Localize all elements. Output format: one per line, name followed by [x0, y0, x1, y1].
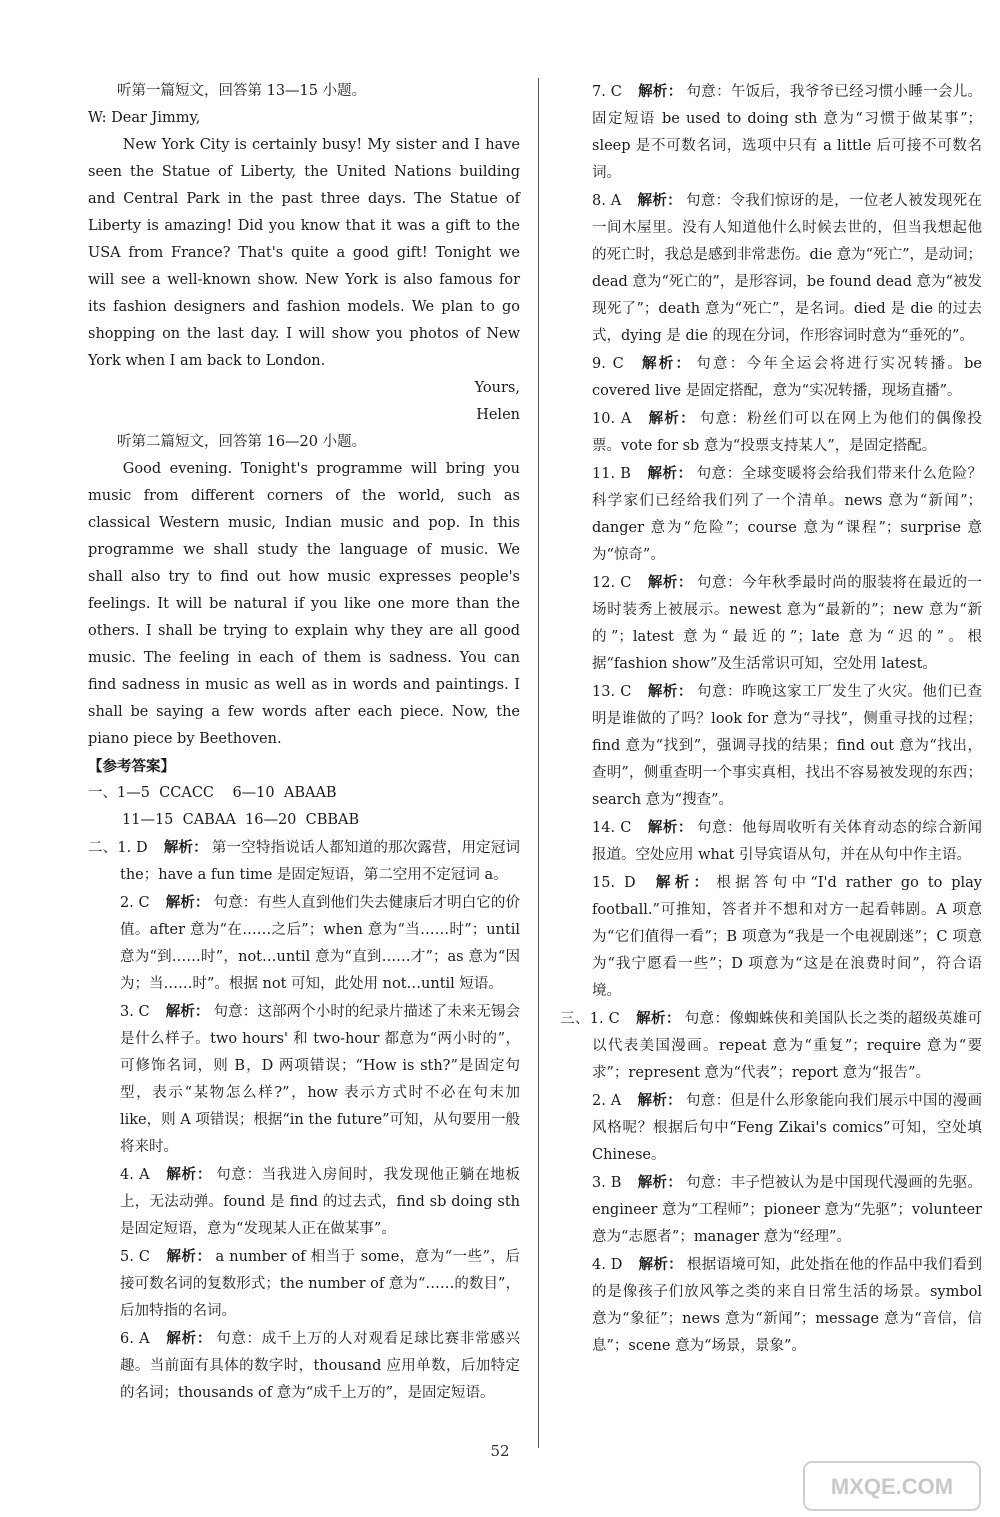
answer-number: 6. A: [120, 1331, 150, 1347]
analysis-tag: 解析：: [635, 1010, 681, 1027]
analysis-tag: 解析：: [639, 355, 693, 372]
answer-item-lead: [560, 1257, 622, 1273]
answer-item: [88, 889, 520, 998]
analysis-text: 句意：成千上万的人对观看足球比赛非常感兴趣。当前面有具体的数字时，thousand 应用单数，后加特定的名词；thousands of 意为“成千上万的”，是固定短语。: [120, 1331, 521, 1401]
answer-number: 4. A: [120, 1167, 150, 1183]
analysis-tag: 解析：: [637, 1174, 683, 1191]
answer-number: 1. C: [589, 1011, 620, 1027]
analysis-tag: 解析：: [638, 1256, 683, 1273]
section-2-answers: [88, 834, 520, 1407]
analysis-text: 句意：丰子恺被认为是中国现代漫画的先驱。engineer 意为“工程师”；pioneer 意为“先驱”；volunteer 意为“志愿者”；manager 意为“经理”。: [592, 1175, 983, 1245]
answer-row-2: 11—15 CABAA 16—20 CBBAB: [122, 812, 360, 828]
answer-number: 3. C: [120, 1004, 150, 1020]
analysis-text: 根据语境可知，此处指在他的作品中我们看到的是像孩子们放风筝之类的来自日常生活的场景。symbol 意为“象征”；news 意为“新闻”；message 意为“音信，信息”；scene 意为“场景，景象”。: [592, 1257, 983, 1354]
analysis-tag: 解析：: [165, 1003, 210, 1020]
answer-number: 2. C: [120, 895, 150, 911]
answer-item: [560, 1087, 982, 1169]
analysis-text: 句意：粉丝们可以在网上为他们的偶像投票。vote for sb 意为“投票支持某人”，是固定搭配。: [592, 411, 983, 454]
answer-row-1: 一、1—5 CCACC 6—10 ABAAB: [88, 785, 337, 801]
answer-number: 10. A: [592, 411, 632, 427]
analysis-text: a number of 相当于 some，意为“一些”，后接可数名词的复数形式；the number of 意为“……的数目”，后加特指的名词。: [120, 1249, 520, 1319]
watermark-graphic: [802, 1460, 982, 1512]
answer-item-lead: [88, 840, 148, 856]
answer-item: [560, 460, 982, 569]
answer-item: [560, 187, 982, 350]
analysis-tag: 解析：: [647, 819, 693, 836]
analysis-text: 第一空特指说话人都知道的那次露营，用定冠词 the；have a fun time 是固定短语，第二空用不定冠词 a。: [120, 840, 521, 883]
answer-item: [560, 569, 982, 678]
answer-number: 8. A: [592, 193, 622, 209]
answer-item-lead: [560, 193, 621, 209]
answer-item-lead: [88, 1004, 150, 1020]
answer-item: [88, 1325, 520, 1407]
answer-item-lead: [560, 820, 631, 836]
answer-number: 15. D: [592, 875, 636, 891]
answer-item-lead: [560, 411, 631, 427]
left-column: [88, 78, 520, 1407]
analysis-text: 句意：有些人直到他们失去健康后才明白它的价值。after 意为“在……之后”；when 意为“当……时”；until 意为“到……时”，not…until 意为“直到……才”；as 意为“因为；当……时”。根据 not 可知，此处用 not…until 短语。: [120, 895, 521, 992]
answer-item: [560, 1251, 982, 1360]
analysis-tag: 解析：: [637, 192, 682, 209]
analysis-text: 句意：但是什么形象能向我们展示中国的漫画风格呢？根据后句中“Feng Zikai's comics”可知，空处填 Chinese。: [592, 1093, 982, 1163]
section-label: 二、: [88, 840, 118, 856]
answer-item: [560, 1005, 982, 1087]
letter-salutation: W: Dear Jimmy,: [88, 110, 201, 126]
analysis-text: 句意：他每周收听有关体育动态的综合新闻报道。空处应用 what 引导宾语从句，并在从句中作主语。: [592, 820, 983, 863]
analysis-text: 句意：今年秋季最时尚的服装将在最近的一场时装秀上被展示。newest 意为“最新的”；new 意为“新的”；latest 意为“最近的”；late 意为“迟的”。根据“fashion show”及生活常识可知，空处用 latest。: [592, 575, 983, 672]
answer-item-lead: [88, 1167, 150, 1183]
answer-item: [560, 678, 982, 814]
analysis-tag: 解析：: [646, 465, 693, 482]
answer-item: [88, 1161, 520, 1243]
answer-number: 4. D: [592, 1257, 623, 1273]
analysis-text: 句意：当我进入房间时，我发现他正躺在地板上，无法动弹。found 是 find 的过去式，find sb doing sth 是固定短语，意为“发现某人正在做某事”。: [120, 1167, 521, 1237]
analysis-text: 句意：午饭后，我爷爷已经习惯小睡一会儿。固定短语 be used to doing sth 意为“习惯于做某事”；sleep 是不可数名词，选项中只有 a little 后可接不可数名词。: [592, 84, 983, 181]
answer-item-lead: [560, 1011, 620, 1027]
analysis-text: 句意：昨晚这家工厂发生了火灾。他们已查明是谁做的了吗？look for 意为“寻找”，侧重寻找的过程；find 意为“找到”，强调寻找的结果；find out 意为“找出，查明”，侧重查明一个事实真相，找出不容易被发现的东西；search 意为“搜查”。: [592, 684, 983, 808]
answer-item-lead: [560, 1175, 621, 1191]
analysis-tag: 解析：: [647, 410, 696, 427]
answer-item-lead: [88, 1331, 150, 1347]
answer-item-lead: [560, 684, 631, 700]
answer-item: [560, 405, 982, 460]
answer-item-lead: [560, 466, 631, 482]
analysis-tag: 解析：: [165, 1166, 213, 1183]
analysis-tag: 解析：: [165, 1330, 213, 1347]
answer-number: 14. C: [592, 820, 632, 836]
answer-item-lead: [560, 875, 636, 891]
answer-item: [88, 998, 520, 1161]
passage1-body: New York City is certainly busy! My sister and I have seen the Statue of Liberty, the United Nations building and Central Park in the past three days. The Statue of Liberty is amazing! Did you know that it was a gift to the USA from France? That's quite a good gift! Tonight we will see a well-known show. New York is also famous for its fashion designers and fashion models. We plan to go shopping on the last day. I will show you photos of New York when I am back to London.: [88, 137, 520, 369]
answer-number: 2. A: [592, 1093, 622, 1109]
answer-number: 5. C: [120, 1249, 151, 1265]
watermark-text: MXQE.COM: [830, 1474, 954, 1499]
page-number: 52: [490, 1442, 510, 1460]
answer-item: [560, 350, 982, 405]
analysis-tag: 解析：: [163, 839, 208, 856]
answer-number: 11. B: [592, 466, 631, 482]
analysis-text: 句意：这部两个小时的纪录片描述了未来无锡会是什么样子。two hours' 和 two-hour 都意为“两小时的”，可修饰名词，则 B，D 两项错误；“How is sth?”是固定句型，表示“某物怎么样?”，how 表示方式时不必在句末加 like，则 A 项错误；根据“in the future”可知，从句要用一般将来时。: [120, 1004, 521, 1155]
passage2-body: Good evening. Tonight's programme will bring you music from different corners of the world, such as classical Western music, Indian music and pop. In this programme we shall study the language of music. We shall also try to find out how music expresses people's feelings. It will be natural if you like one more than the others. I shall be trying to explain why they are all good music. The feeling in each of them is sadness. You can find sadness in music as well as in words and paintings. I shall be saying a few words after each piece. Now, the piano piece by Beethoven.: [88, 461, 520, 747]
answer-item: [560, 1169, 982, 1251]
answer-item-lead: [88, 1249, 150, 1265]
letter-closing: Yours,: [474, 380, 520, 396]
answer-item: [88, 1243, 520, 1325]
answer-item: [560, 869, 982, 1005]
letter-signature: Helen: [476, 407, 520, 423]
answer-item-lead: [560, 84, 622, 100]
watermark-logo: [802, 1460, 982, 1512]
answers-title: 【参考答案】: [88, 758, 175, 775]
answer-number: 9. C: [592, 356, 624, 372]
answer-item: [560, 814, 982, 869]
analysis-text: 根据答句中“I'd rather go to play football.”可推知，答者并不想和对方一起看韩剧。A 项意为“它们值得一看”；B 项意为“我是一个电视剧迷”；C 项意为“我宁愿看一些”；D 项意为“这是在浪费时间”，符合语境。: [592, 875, 982, 999]
answer-item-lead: [560, 356, 624, 372]
section-label: 三、: [560, 1011, 590, 1027]
column-divider: [538, 78, 539, 1448]
right-column: [560, 78, 982, 1360]
analysis-text: 句意：像蜘蛛侠和美国队长之类的超级英雄可以代表美国漫画。repeat 意为“重复”；require 意为“要求”；represent 意为“代表”；report 意为“报告”。: [592, 1011, 982, 1081]
answer-item: [88, 834, 520, 889]
answer-item-lead: [560, 575, 631, 591]
analysis-tag: 解析：: [647, 574, 693, 591]
analysis-tag: 解析：: [637, 1092, 682, 1109]
answer-item-lead: [88, 895, 150, 911]
analysis-text: 句意：全球变暖将会给我们带来什么危险？科学家们已经给我们列了一个清单。news 意为“新闻”；danger 意为“危险”；course 意为“课程”；surprise 意为“惊奇”。: [592, 466, 983, 563]
analysis-tag: 解析：: [651, 874, 713, 891]
analysis-text: 句意：今年全运会将进行实况转播。be covered live 是固定搭配，意为“实况转播，现场直播”。: [592, 356, 982, 399]
passage2-heading: 听第二篇短文，回答第 16—20 小题。: [117, 434, 367, 450]
analysis-tag: 解析：: [637, 83, 683, 100]
passage1-heading: 听第一篇短文，回答第 13—15 小题。: [117, 83, 367, 99]
analysis-tag: 解析：: [647, 683, 693, 700]
answer-number: 12. C: [592, 575, 632, 591]
analysis-text: 句意：令我们惊讶的是，一位老人被发现死在一间木屋里。没有人知道他什么时候去世的，但当我想起他的死亡时，我总是感到非常悲伤。die 意为“死亡”，是动词；dead 意为“死亡的”，是形容词，be found dead 意为“被发现死了”；death 意为“死亡”，是名词。died 是 die 的过去式，dying 是 die 的现在分词，作形容词时意为“垂死的”。: [592, 193, 982, 344]
answer-item: [560, 78, 982, 187]
answer-item-lead: [560, 1093, 621, 1109]
section-3-answers: [560, 1005, 982, 1360]
answer-number: 1. D: [117, 840, 148, 856]
answer-number: 7. C: [592, 84, 622, 100]
answer-number: 3. B: [592, 1175, 622, 1191]
analysis-tag: 解析：: [165, 894, 210, 911]
analysis-tag: 解析：: [166, 1248, 212, 1265]
section-2-answers-continued: [560, 78, 982, 1005]
answer-number: 13. C: [592, 684, 632, 700]
